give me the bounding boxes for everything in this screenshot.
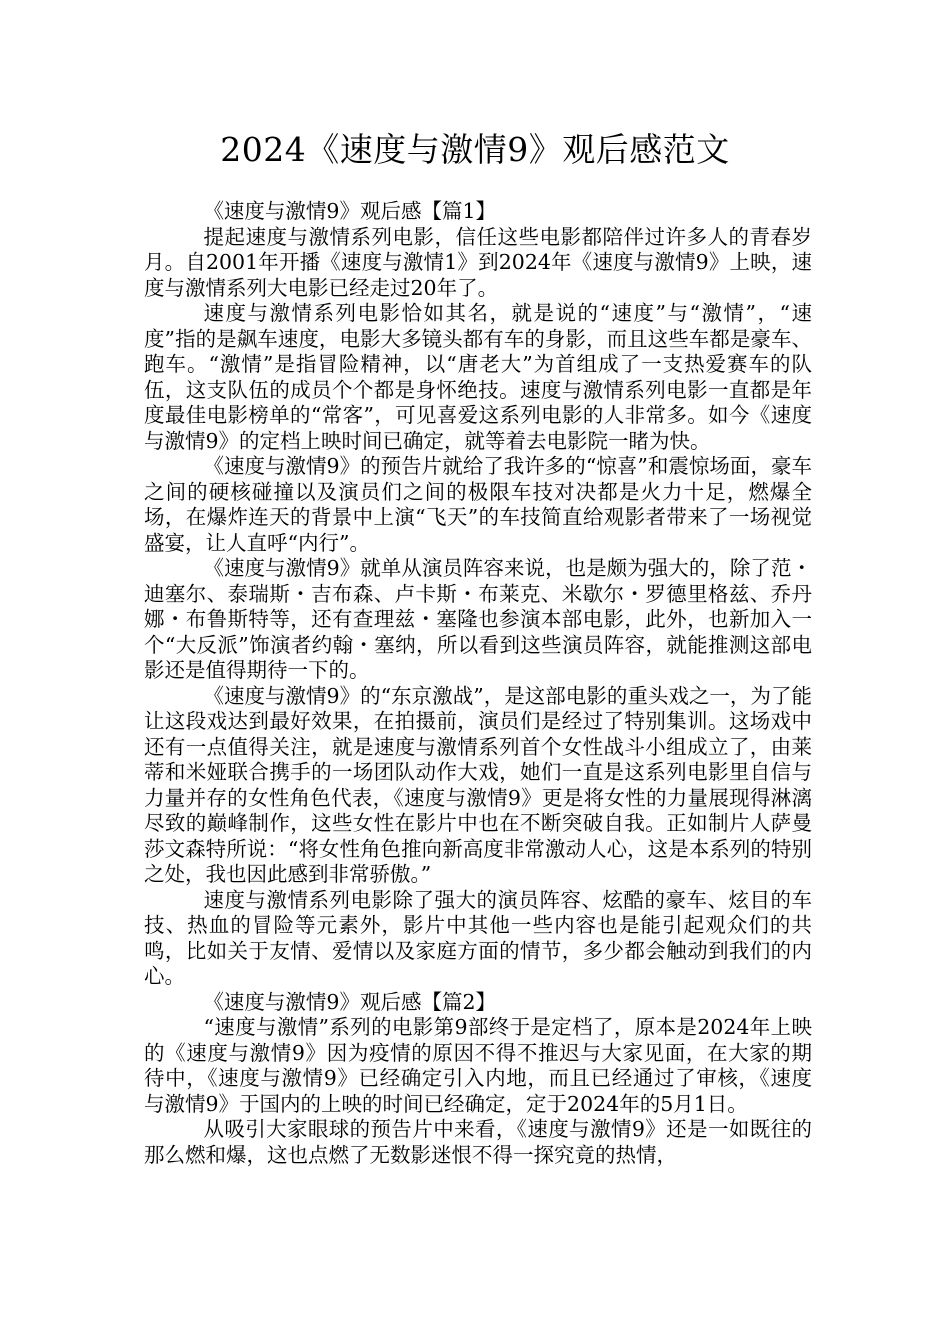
paragraph: 速度与激情系列电影恰如其名，就是说的“速度”与“激情”，“速度”指的是飙车速度，电影大多镜头都有车的身影，而且这些车都是豪车、跑车。“激情”是指冒险精神，以“唐老大”为首组成了一支热爱赛车的队伍，这支队伍的成员个个都是身怀绝技。速度与激情系列电影一直都是年度最佳电影榜单的“常客”，可见喜爱这系列电影的人非常多。如今《速度与激情9》的定档上映时间已确定，就等着去电影院一睹为快。 xyxy=(144,301,812,453)
paragraph: “速度与激情”系列的电影第9部终于是定档了，原本是2024年上映的《速度与激情9》因为疫情的原因不得不推迟与大家见面，在大家的期待中，《速度与激情9》已经确定引入内地，而且已经通过了审核，《速度与激情9》于国内的上映的时间已经确定，定于2024年的5月1日。 xyxy=(144,1015,812,1116)
section-heading-2: 《速度与激情9》观后感【篇2】 xyxy=(203,989,497,1014)
paragraph: 从吸引大家眼球的预告片中来看，《速度与激情9》还是一如既往的那么燃和爆，这也点燃了无数影迷恨不得一探究竟的热情， xyxy=(144,1117,812,1167)
paragraph: 提起速度与激情系列电影，信任这些电影都陪伴过许多人的青春岁月。自2001年开播《速度与激情1》到2024年《速度与激情9》上映，速度与激情系列大电影已经走过20年了。 xyxy=(144,224,812,300)
paragraph: 速度与激情系列电影除了强大的演员阵容、炫酷的豪车、炫目的车技、热血的冒险等元素外，影片中其他一些内容也是能引起观众们的共鸣，比如关于友情、爱情以及家庭方面的情节，多少都会触动到我们的内心。 xyxy=(144,887,812,988)
paragraph: 《速度与激情9》的“东京激战”，是这部电影的重头戏之一，为了能让这段戏达到最好效果，在拍摄前，演员们是经过了特别集训。这场戏中还有一点值得关注，就是速度与激情系列首个女性战斗小组成立了，由莱蒂和米娅联合携手的一场团队动作大戏，她们一直是这系列电影里自信与力量并存的女性角色代表，《速度与激情9》更是将女性的力量展现得淋漓尽致的巅峰制作，这些女性在影片中也在不断突破自我。正如制片人萨曼莎文森特所说：“将女性角色推向新高度非常激动人心，这是本系列的特别之处，我也因此感到非常骄傲。” xyxy=(144,683,812,886)
document-title: 2024《速度与激情9》观后感范文 xyxy=(220,130,730,169)
paragraph: 《速度与激情9》的预告片就给了我许多的“惊喜”和震惊场面，豪车之间的硬核碰撞以及演员们之间的极限车技对决都是火力十足，燃爆全场，在爆炸连天的背景中上演“飞天”的车技简直给观影者带来了一场视觉盛宴，让人直呼“内行”。 xyxy=(144,454,812,555)
document-body xyxy=(144,199,812,1168)
section-heading-1: 《速度与激情9》观后感【篇1】 xyxy=(203,199,497,223)
paragraph: 《速度与激情9》就单从演员阵容来说，也是颇为强大的，除了范・迪塞尔、泰瑞斯・吉布森、卢卡斯・布莱克、米歇尔・罗德里格兹、乔丹娜・布鲁斯特等，还有查理兹・塞隆也参演本部电影，此外，也新加入一个“大反派”饰演者约翰・塞纳，所以看到这些演员阵容，就能推测这部电影还是值得期待一下的。 xyxy=(144,556,812,682)
